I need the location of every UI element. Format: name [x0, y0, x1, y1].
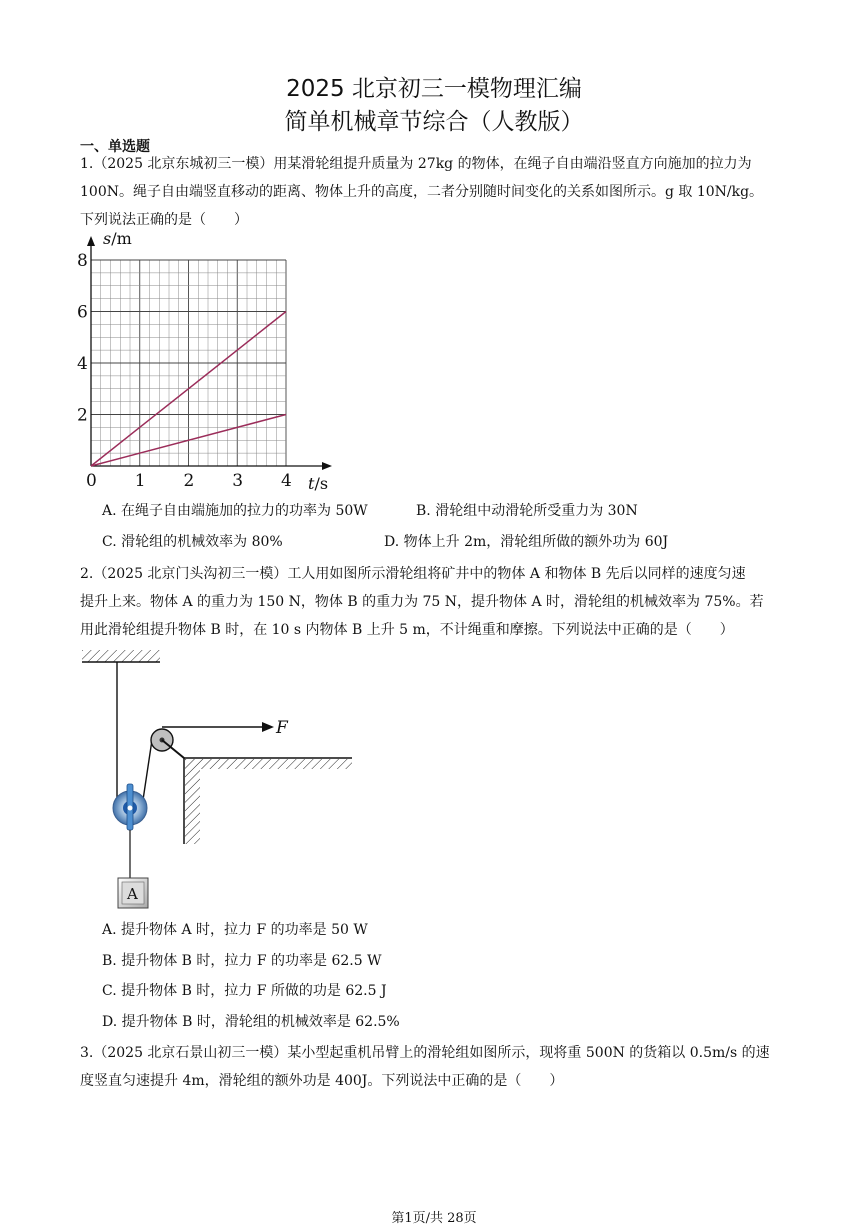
x-axis-label: t/s [308, 474, 329, 493]
x-tick-label-0: 0 [86, 471, 97, 491]
q1-option-a[interactable]: A. 在绳子自由端施加的拉力的功率为 50W [102, 503, 368, 519]
y-axis-label: s/m [103, 229, 132, 248]
q1-graph [72, 229, 332, 500]
q2-option-a[interactable]: A. 提升物体 A 时，拉力 F 的功率是 50 W [102, 922, 368, 938]
y-tick-label-2: 2 [77, 405, 88, 426]
q2-option-d[interactable]: D. 提升物体 B 时，滑轮组的机械效率是 62.5% [102, 1014, 400, 1030]
doc-title-line2: 简单机械章节综合（人教版） [284, 109, 584, 135]
y-tick-label-8: 8 [77, 251, 88, 271]
section-heading: 一、单选题 [80, 139, 150, 155]
q1-option-c[interactable]: C. 滑轮组的机械效率为 80% [102, 534, 283, 550]
x-tick-label-1: 1 [134, 471, 146, 491]
q3-line1: 3.（2025 北京石景山初三一模）某小型起重机吊臂上的滑轮组如图所示，现将重 500N 的货箱以 0.5m/s 的速 [80, 1045, 770, 1061]
q1-line3: 下列说法正确的是（ ） [80, 212, 248, 228]
q2-line2: 提升上来。物体 A 的重力为 150 N，物体 B 的重力为 75 N，提升物体 A 时，滑轮组的机械效率为 75%。若 [80, 594, 764, 610]
chart-grid [91, 260, 286, 466]
q2-line3: 用此滑轮组提升物体 B 时，在 10 s 内物体 B 上升 5 m，不计绳重和摩擦。下列说法中正确的是（ ） [80, 622, 734, 638]
block-a-label: A [127, 885, 138, 903]
q1-option-b[interactable]: B. 滑轮组中动滑轮所受重力为 30N [416, 503, 638, 519]
force-label: F [276, 718, 288, 738]
q1-option-d[interactable]: D. 物体上升 2m，滑轮组所做的额外功为 60J [384, 534, 669, 550]
y-tick-label-6: 6 [77, 302, 88, 323]
y-axis-arrow [87, 236, 95, 246]
q2-line1: 2.（2025 北京门头沟初三一模）工人用如图所示滑轮组将矿井中的物体 A 和物体 B 先后以同样的速度匀速 [80, 566, 746, 582]
question-1-stem [80, 150, 792, 234]
q3-line2: 度竖直匀速提升 4m，滑轮组的额外功是 400J。下列说法中正确的是（ ） [80, 1073, 564, 1089]
y-tick-label-4: 4 [77, 354, 88, 374]
chart-labels [77, 229, 328, 493]
x-tick-label-3: 3 [232, 471, 244, 491]
ground-hatch [200, 759, 352, 769]
question-2-stem [80, 560, 792, 644]
q1-line1: 1.（2025 北京东城初三一模）用某滑轮组提升质量为 27kg 的物体，在绳子自由端沿竖直方向施加的拉力为 [80, 156, 752, 172]
rope-middle [143, 740, 152, 800]
q2-option-b[interactable]: B. 提升物体 B 时，拉力 F 的功率是 62.5 W [102, 953, 382, 969]
x-axis-arrow [322, 462, 332, 470]
page-footer: 第1页/共 28页 [391, 1211, 477, 1226]
doc-title-line1: 2025 北京初三一模物理汇编 [286, 76, 582, 102]
q2-option-c[interactable]: C. 提升物体 B 时，拉力 F 所做的功是 62.5 J [102, 983, 387, 999]
x-tick-label-2: 2 [183, 471, 195, 491]
q2-pulley-figure [76, 648, 366, 912]
question-3-stem [80, 1039, 792, 1095]
ceiling-hatch [82, 650, 160, 662]
x-tick-label-4: 4 [281, 471, 292, 491]
wall-hatch [185, 759, 200, 844]
force-arrow-head [262, 722, 274, 732]
q1-line2: 100N。绳子自由端竖直移动的距离、物体上升的高度，二者分别随时间变化的关系如图所示。g 取 10N/kg。 [80, 184, 764, 200]
